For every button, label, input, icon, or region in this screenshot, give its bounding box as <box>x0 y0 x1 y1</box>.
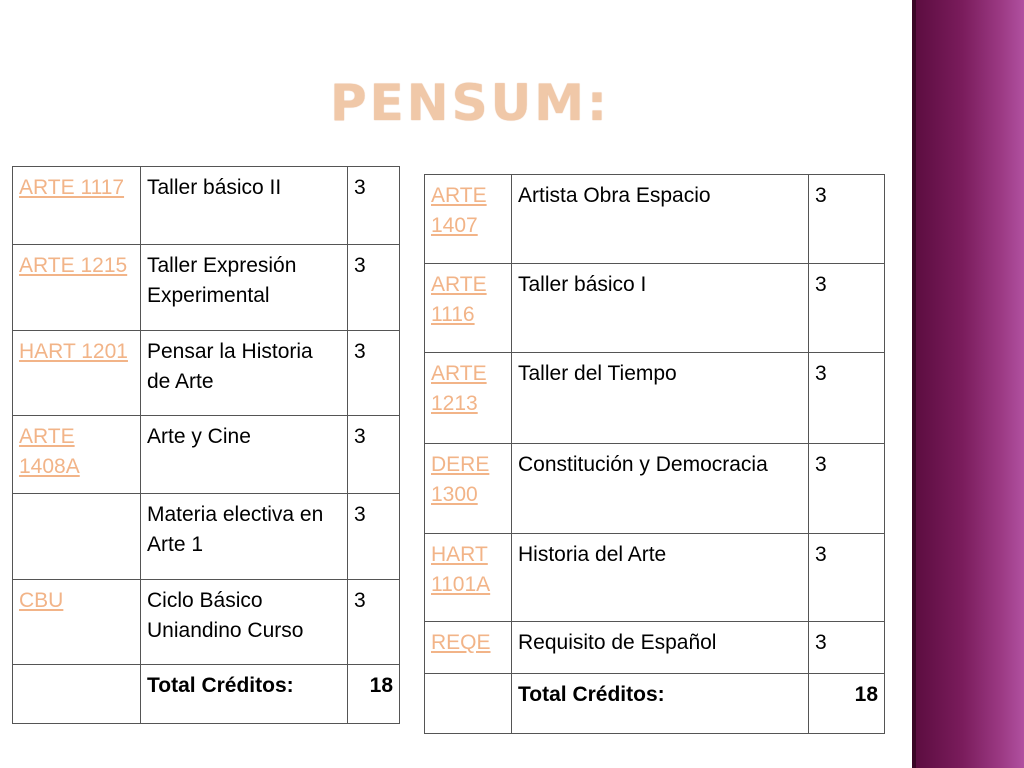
table-row <box>13 245 400 331</box>
course-name: Historia del Arte <box>512 534 809 622</box>
course-name: Taller básico II <box>141 167 348 245</box>
table-row <box>425 175 885 264</box>
total-credits: 18 <box>348 665 400 724</box>
course-credits: 3 <box>348 331 400 416</box>
table-row <box>13 580 400 665</box>
course-table-right <box>424 174 885 734</box>
course-name: Materia electiva en Arte 1 <box>141 494 348 580</box>
table-row <box>425 534 885 622</box>
course-credits: 3 <box>809 264 885 353</box>
total-label: Total Créditos: <box>512 674 809 734</box>
course-name: Constitución y Democracia <box>512 444 809 534</box>
table-row <box>13 331 400 416</box>
course-code-link[interactable]: DERE 1300 <box>425 444 512 534</box>
course-code-link[interactable]: CBU <box>13 580 141 665</box>
table-row <box>425 622 885 674</box>
table-row <box>13 167 400 245</box>
course-credits: 3 <box>809 534 885 622</box>
table-row <box>425 444 885 534</box>
course-credits: 3 <box>348 416 400 494</box>
course-credits: 3 <box>348 167 400 245</box>
course-credits: 3 <box>809 353 885 444</box>
course-code-link[interactable]: ARTE 1213 <box>425 353 512 444</box>
course-name: Artista Obra Espacio <box>512 175 809 264</box>
total-row <box>425 674 885 734</box>
course-credits: 3 <box>348 245 400 331</box>
course-name: Pensar la Historia de Arte <box>141 331 348 416</box>
course-code-empty <box>13 494 141 580</box>
total-credits: 18 <box>809 674 885 734</box>
course-code-link[interactable]: ARTE 1215 <box>13 245 141 331</box>
course-credits: 3 <box>348 494 400 580</box>
course-table-left <box>12 166 400 724</box>
course-code-link[interactable]: ARTE 1408A <box>13 416 141 494</box>
page-title: PENSUM: <box>330 74 611 132</box>
total-empty-cell <box>13 665 141 724</box>
course-code-link[interactable]: ARTE 1117 <box>13 167 141 245</box>
course-code-link[interactable]: HART 1101A <box>425 534 512 622</box>
course-code-link[interactable]: ARTE 1116 <box>425 264 512 353</box>
total-empty-cell <box>425 674 512 734</box>
course-credits: 3 <box>809 622 885 674</box>
course-code-link[interactable]: HART 1201 <box>13 331 141 416</box>
course-name: Taller del Tiempo <box>512 353 809 444</box>
course-name: Taller básico I <box>512 264 809 353</box>
course-code-link[interactable]: REQE <box>425 622 512 674</box>
course-name: Requisito de Español <box>512 622 809 674</box>
table-row <box>13 416 400 494</box>
total-row <box>13 665 400 724</box>
course-name: Arte y Cine <box>141 416 348 494</box>
table-row <box>13 494 400 580</box>
table-row <box>425 264 885 353</box>
course-name: Taller Expresión Experimental <box>141 245 348 331</box>
course-credits: 3 <box>809 175 885 264</box>
course-name: Ciclo Básico Uniandino Curso <box>141 580 348 665</box>
table-row <box>425 353 885 444</box>
course-credits: 3 <box>348 580 400 665</box>
decorative-side-bar <box>912 0 1024 768</box>
total-label: Total Créditos: <box>141 665 348 724</box>
course-credits: 3 <box>809 444 885 534</box>
course-code-link[interactable]: ARTE 1407 <box>425 175 512 264</box>
